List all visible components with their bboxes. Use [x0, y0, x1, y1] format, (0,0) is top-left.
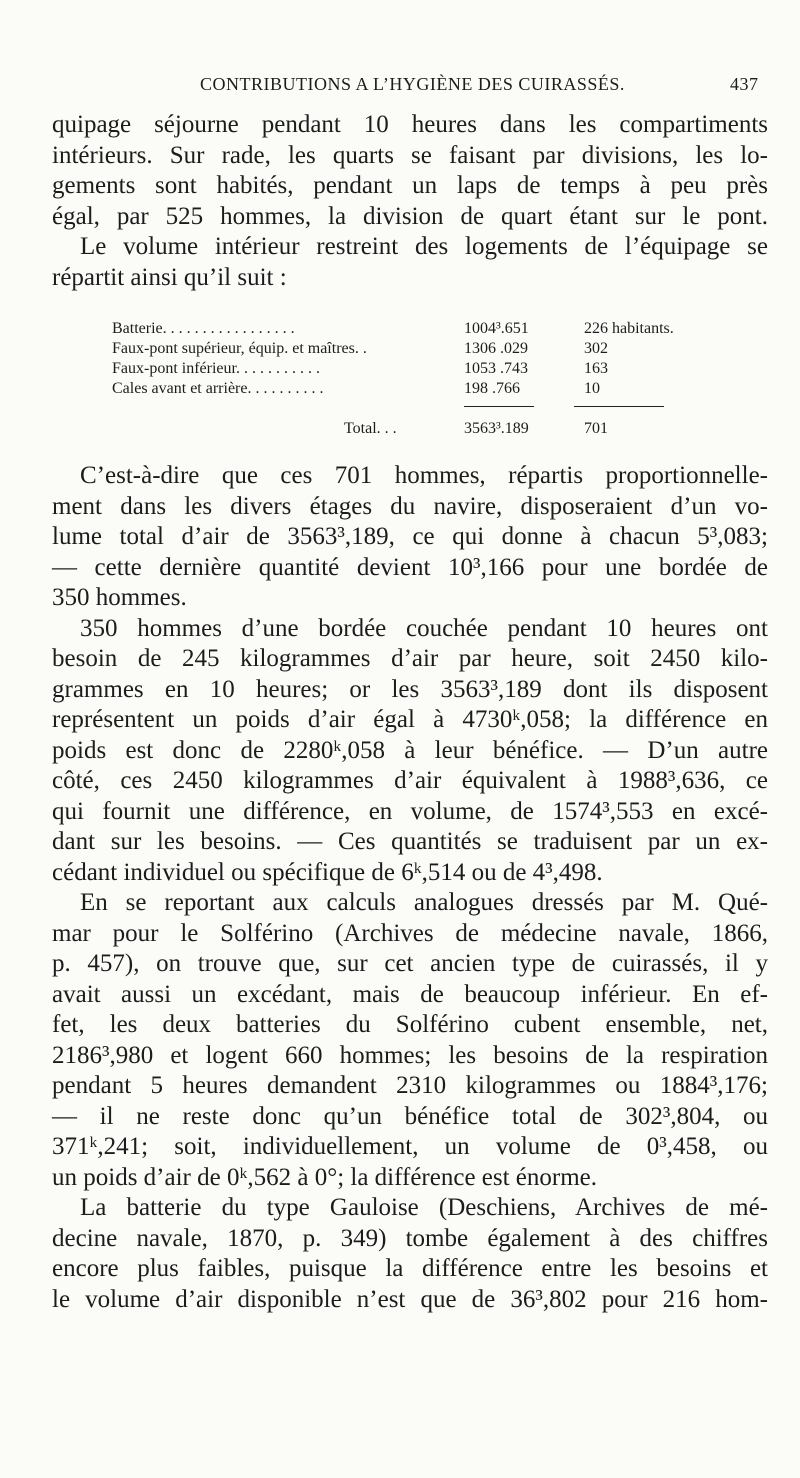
row-label: Cales avant et arrière. . . . . . . . . .	[112, 380, 324, 397]
text-line: répartit ainsi qu’il suit :	[52, 263, 287, 291]
text-line: quipage séjourne pendant 10 heures dans les compartiments	[52, 111, 768, 138]
text-line: représentent un poids d’air égal à 4730ᵏ,058; la différence en	[52, 706, 768, 733]
row-habitants: 302	[584, 340, 608, 357]
running-title: CONTRIBUTIONS A L’HYGIÈNE DES CUIRASSÉS.	[200, 74, 625, 94]
text-line: lume total d’air de 3563³,189, ce qui donne à chacun 5³,083;	[52, 523, 768, 550]
total-rule	[574, 406, 664, 407]
text-line: ment dans les divers étages du navire, disposeraient d’un vo-	[52, 492, 768, 520]
paragraph-4	[52, 614, 768, 889]
row-habitants: 163	[584, 360, 608, 377]
text-line: Le volume intérieur restreint des logements de l’équipage se	[80, 233, 768, 260]
table-row	[52, 379, 768, 399]
paragraph-3	[52, 461, 768, 614]
total-volume: 3563³.189	[464, 420, 529, 437]
row-habitants: 10	[584, 380, 600, 397]
text-line: intérieurs. Sur rade, les quarts se faisant par divisions, les lo-	[52, 141, 768, 169]
text-line: — il ne reste donc qu’un bénéfice total de 302³,804, ou	[52, 1102, 768, 1130]
paragraph-1	[52, 110, 768, 232]
running-head	[0, 74, 800, 100]
row-habitants: 226 habitants.	[584, 320, 674, 337]
row-label: Faux-pont supérieur, équip. et maîtres. .	[112, 340, 367, 357]
text-line: 350 hommes d’une bordée couchée pendant 10 heures ont	[80, 614, 768, 642]
table-row	[52, 339, 768, 359]
text-line: avait aussi un excédant, mais de beaucoup inférieur. En ef-	[52, 980, 768, 1008]
paragraph-5	[52, 888, 768, 1193]
row-volume: 1004³.651	[464, 320, 529, 337]
row-volume: 198 .766	[464, 380, 520, 397]
total-label: Total. . .	[344, 420, 397, 437]
text-line: 371ᵏ,241; soit, individuellement, un volume de 0³,458, ou	[52, 1133, 768, 1160]
text-line: qui fournit une différence, en volume, de 1574³,553 en excé-	[52, 797, 768, 825]
text-line: decine navale, 1870, p. 349) tombe également à des chiffres	[52, 1224, 768, 1252]
row-label: Batterie. . . . . . . . . . . . . . . . .	[112, 320, 295, 337]
total-rule	[464, 406, 534, 407]
text-line: — cette dernière quantité devient 10³,166 pour une bordée de	[52, 553, 768, 581]
text-line: un poids d’air de 0ᵏ,562 à 0°; la différence est énorme.	[52, 1163, 598, 1191]
text-line: cédant individuel ou spécifique de 6ᵏ,514 ou de 4³,498.	[52, 858, 603, 886]
text-line: le volume d’air disponible n’est que de 36³,802 pour 216 hom-	[52, 1285, 768, 1313]
total-habitants: 701	[584, 420, 608, 437]
total-row	[52, 419, 768, 441]
body-text	[52, 110, 768, 1315]
text-line: C’est-à-dire que ces 701 hommes, répartis proportionnelle-	[80, 462, 768, 489]
text-line: 2186³,980 et logent 660 hommes; les besoins de la respiration	[52, 1041, 768, 1069]
text-line: 350 hommes.	[52, 584, 187, 611]
text-line: dant sur les besoins. — Ces quantités se traduisent par un ex-	[52, 828, 768, 855]
paragraph-6	[52, 1193, 768, 1315]
text-line: En se reportant aux calculs analogues dressés par M. Qué-	[80, 889, 768, 916]
paragraph-2	[52, 232, 768, 293]
row-volume: 1053 .743	[464, 360, 528, 377]
text-line: besoin de 245 kilogrammes d’air par heure, soit 2450 kilo-	[52, 645, 768, 672]
text-line: gements sont habités, pendant un laps de temps à peu près	[52, 172, 768, 199]
text-line: encore plus faibles, puisque la différence entre les besoins et	[52, 1255, 768, 1282]
text-line: pendant 5 heures demandent 2310 kilogrammes ou 1884³,176;	[52, 1072, 768, 1099]
text-line: égal, par 525 hommes, la division de quart étant sur le pont.	[52, 202, 768, 230]
page-number: 437	[730, 74, 759, 94]
text-line: côté, ces 2450 kilogrammes d’air équivalent à 1988³,636, ce	[52, 767, 768, 794]
volume-table	[52, 319, 768, 447]
text-line: p. 457), on trouve que, sur cet ancien type de cuirassés, il y	[52, 950, 768, 977]
text-line: fet, les deux batteries du Solférino cubent ensemble, net,	[52, 1011, 768, 1038]
table-row	[52, 319, 768, 339]
row-label: Faux-pont inférieur. . . . . . . . . . .	[112, 360, 320, 377]
text-line: poids est donc de 2280ᵏ,058 à leur bénéfice. — D’un autre	[52, 736, 768, 764]
text-line: La batterie du type Gauloise (Deschiens, Archives de mé-	[80, 1194, 768, 1221]
text-line: grammes en 10 heures; or les 3563³,189 dont ils disposent	[52, 675, 768, 703]
text-line: mar pour le Solférino (Archives de médecine navale, 1866,	[52, 919, 768, 947]
row-volume: 1306 .029	[464, 340, 528, 357]
table-row	[52, 359, 768, 379]
